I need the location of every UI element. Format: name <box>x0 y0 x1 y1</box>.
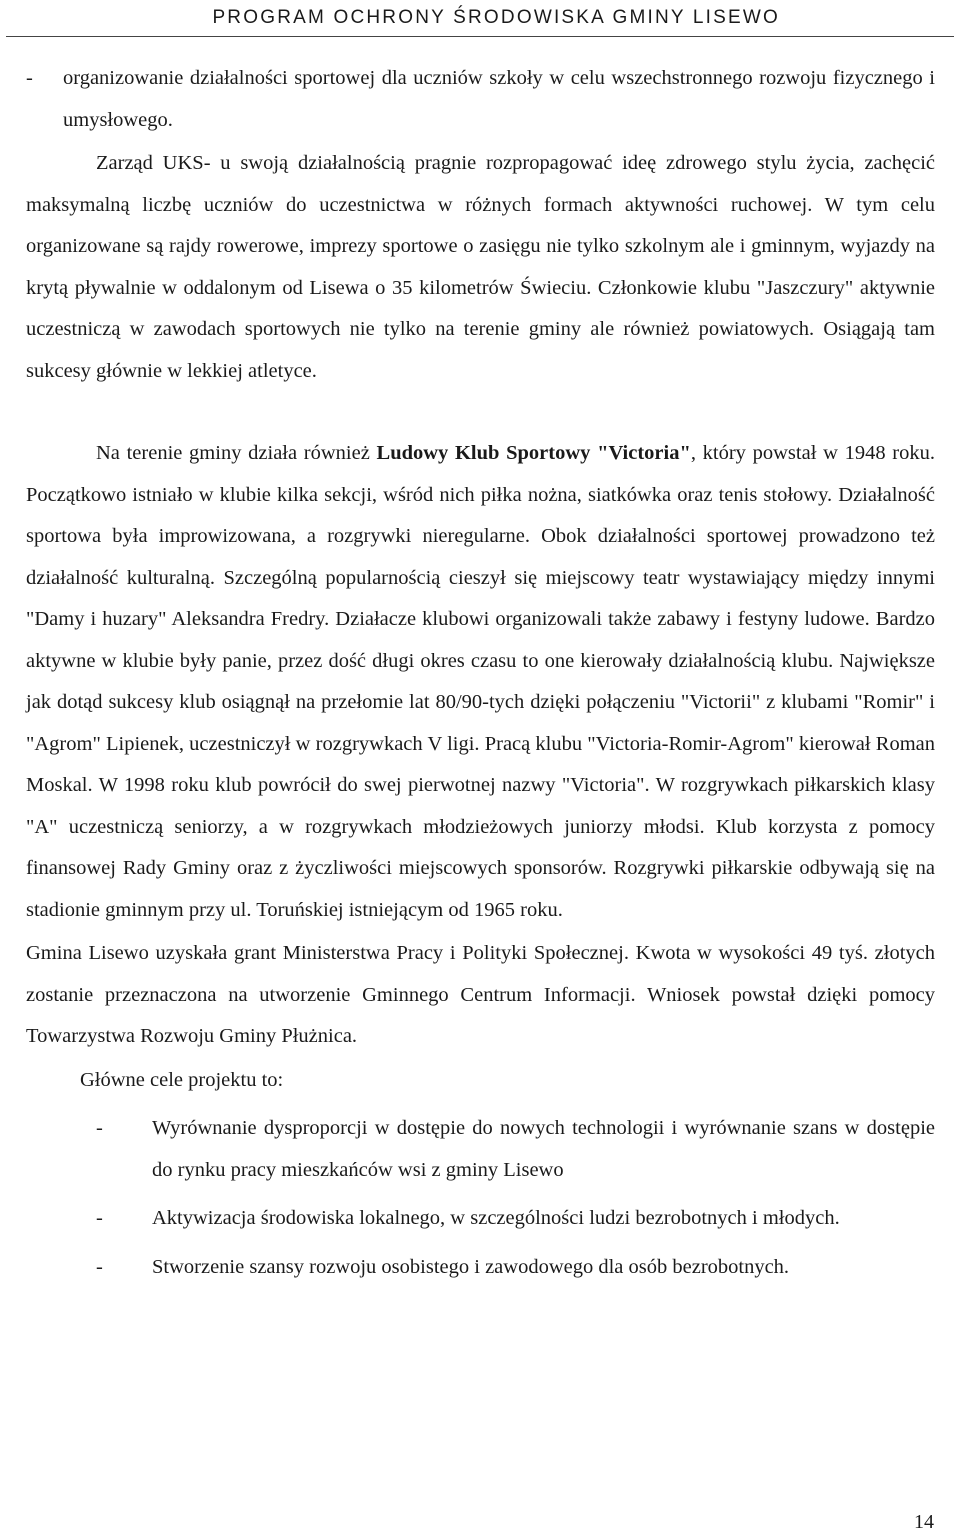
page-header <box>0 0 960 40</box>
goals-list <box>26 1108 935 1288</box>
list-item-text: organizowanie działalności sportowej dla uczniów szkoły w celu wszechstronnego rozwoju fizycznego i umysłowego. <box>63 67 935 131</box>
document-title: PROGRAM OCHRONY ŚRODOWISKA GMINY LISEWO <box>212 7 780 28</box>
goal-item <box>26 1247 935 1289</box>
paragraph-grant: Gmina Lisewo uzyskała grant Ministerstwa Pracy i Polityki Społecznej. Kwota w wysokości 49 tyś. złotych zostanie przeznaczona na utworzenie Gminnego Centrum Informacji. Wniosek powstał dzięki pomocy Towarzystwa Rozwoju Gminy Płużnica. <box>26 942 935 1047</box>
page-number: 14 <box>914 1511 934 1533</box>
paragraph-victoria <box>26 433 935 931</box>
paragraph-victoria-intro: Na terenie gminy działa również <box>96 442 377 464</box>
goal-item <box>26 1108 935 1191</box>
goals-intro: Główne cele projektu to: <box>80 1068 284 1091</box>
list-item <box>26 58 935 141</box>
header-divider <box>6 36 954 37</box>
goal-dash: - <box>96 1117 103 1139</box>
list-dash: - <box>26 67 33 89</box>
paragraph-victoria-body: , który powstał w 1948 roku. Początkowo istniało w klubie kilka sekcji, wśród nich piłka nożna, siatkówka oraz tenis stołowy. Działalność sportowa była improwizowana, a rozgrywki nieregularne. Obok działalności sportowej prowadzono też działalność kulturalną. Szczególną popularnością cieszył się miejscowy teatr wystawiający między innymi "Damy i huzary" Aleksandra Fredry. Działacze klubowi organizowali także zabawy i festyny ludowe. Bardzo aktywne w klubie były panie, przez dość długi okres czasu to one kierowały działalnością klubu. Największe jak dotąd sukcesy klub osiągnął na przełomie lat 80/90-tych dzięki połączeniu "Victorii" z klubami "Romir" i "Agrom" Lipienek, uczestniczył w rozgrywkach V ligi. Pracą klubu "Victoria-Romir-Agrom" kierował Roman Moskal. W 1998 roku klub powrócił do swej pierwotnej nazwy "Victoria". W rozgrywkach piłkarskich klasy "A" uczestniczą seniorzy, a w rozgrywkach młodzieżowych juniorzy młodsi. Klub korzysta z pomocy finansowej Rady Gminy oraz z życzliwości miejscowych sponsorów. Rozgrywki piłkarskie odbywają się na stadionie gminnym przy ul. Toruńskiej istniejącym od 1965 roku. <box>26 442 935 921</box>
club-name-bold: Ludowy Klub Sportowy "Victoria" <box>376 442 691 464</box>
goal-text: Aktywizacja środowiska lokalnego, w szczególności ludzi bezrobotnych i młodych. <box>152 1207 840 1229</box>
goal-text: Stworzenie szansy rozwoju osobistego i zawodowego dla osób bezrobotnych. <box>152 1255 790 1278</box>
goal-dash: - <box>96 1207 103 1229</box>
goal-dash: - <box>96 1255 103 1278</box>
goal-item <box>26 1198 935 1240</box>
paragraph-uks: Zarząd UKS- u swoją działalnością pragnie rozpropagować ideę zdrowego stylu życia, zachęcić maksymalną liczbę uczniów do uczestnictwa w różnych formach aktywności ruchowej. W tym celu organizowane są rajdy rowerowe, imprezy sportowe o zasięgu nie tylko szkolnym ale i gminnym, wyjazdy na krytą pływalnie w oddalonym od Lisewa o 35 kilometrów Świeciu. Członkowie klubu "Jaszczury" aktywnie uczestniczą w zawodach sportowych nie tylko na terenie gminy ale również powiatowych. Osiągają tam sukcesy głównie w lekkiej atletyce. <box>26 152 935 382</box>
document-body <box>26 58 935 1295</box>
goal-text: Wyrównanie dysproporcji w dostępie do nowych technologii i wyrównanie szans w dostępie do rynku pracy mieszkańców wsi z gminy Lisewo <box>152 1117 935 1181</box>
